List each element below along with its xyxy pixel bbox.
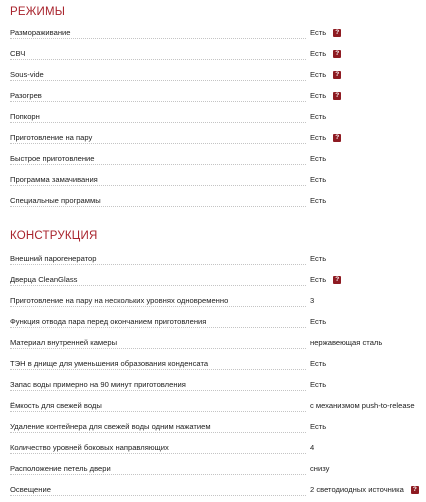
spec-value: Есть bbox=[310, 317, 327, 326]
spec-row bbox=[10, 67, 422, 87]
section-title: КОНСТРУКЦИЯ bbox=[10, 230, 98, 242]
dotted-leader bbox=[10, 474, 306, 475]
spec-label: Приготовление на пару bbox=[10, 133, 95, 142]
spec-value: 4 bbox=[310, 443, 315, 452]
spec-row bbox=[10, 251, 422, 271]
dotted-leader bbox=[10, 164, 306, 165]
spec-value: Есть bbox=[310, 359, 327, 368]
spec-label: Освещение bbox=[10, 485, 54, 494]
spec-row bbox=[10, 109, 422, 129]
spec-label: Приготовление на пару на нескольких уровнях одновременно bbox=[10, 296, 231, 305]
spec-value: Есть bbox=[310, 422, 327, 431]
spec-label: Быстрое приготовление bbox=[10, 154, 98, 163]
dotted-leader bbox=[10, 327, 306, 328]
dotted-leader bbox=[10, 495, 306, 496]
dotted-leader bbox=[10, 432, 306, 433]
dotted-leader bbox=[10, 390, 306, 391]
question-mark-icon[interactable]: ? bbox=[333, 276, 341, 284]
question-mark-icon[interactable]: ? bbox=[333, 134, 341, 142]
spec-row bbox=[10, 314, 422, 334]
spec-label: Расположение петель двери bbox=[10, 464, 114, 473]
spec-value: снизу bbox=[310, 464, 330, 473]
spec-label: Специальные программы bbox=[10, 196, 104, 205]
dotted-leader bbox=[10, 306, 306, 307]
dotted-leader bbox=[10, 369, 306, 370]
dotted-leader bbox=[10, 264, 306, 265]
spec-value: Есть ? bbox=[310, 28, 341, 37]
spec-label: Запас воды примерно на 90 минут приготовления bbox=[10, 380, 189, 389]
dotted-leader bbox=[10, 59, 306, 60]
question-mark-icon[interactable]: ? bbox=[333, 29, 341, 37]
spec-row bbox=[10, 419, 422, 439]
dotted-leader bbox=[10, 285, 306, 286]
spec-label: Попкорн bbox=[10, 112, 43, 121]
question-mark-icon[interactable]: ? bbox=[333, 50, 341, 58]
spec-row bbox=[10, 377, 422, 397]
spec-value: Есть bbox=[310, 380, 327, 389]
spec-value: Есть bbox=[310, 254, 327, 263]
spec-label: Материал внутренней камеры bbox=[10, 338, 120, 347]
dotted-leader bbox=[10, 122, 306, 123]
spec-label: Функция отвода пара перед окончанием приготовления bbox=[10, 317, 209, 326]
spec-value: Есть ? bbox=[310, 70, 341, 79]
spec-row bbox=[10, 398, 422, 418]
spec-row bbox=[10, 88, 422, 108]
dotted-leader bbox=[10, 411, 306, 412]
spec-value: Есть ? bbox=[310, 275, 341, 284]
dotted-leader bbox=[10, 80, 306, 81]
dotted-leader bbox=[10, 143, 306, 144]
spec-row bbox=[10, 440, 422, 460]
spec-value: 3 bbox=[310, 296, 315, 305]
spec-value: Есть bbox=[310, 112, 327, 121]
dotted-leader bbox=[10, 206, 306, 207]
dotted-leader bbox=[10, 38, 306, 39]
spec-row bbox=[10, 356, 422, 376]
spec-row bbox=[10, 193, 422, 213]
dotted-leader bbox=[10, 453, 306, 454]
spec-label: Sous-vide bbox=[10, 70, 47, 79]
spec-value: Есть ? bbox=[310, 91, 341, 100]
spec-value: нержавеющая сталь bbox=[310, 338, 383, 347]
spec-label: ТЭН в днище для уменьшения образования конденсата bbox=[10, 359, 211, 368]
spec-label: Внешний парогенератор bbox=[10, 254, 100, 263]
question-mark-icon[interactable]: ? bbox=[333, 92, 341, 100]
spec-value: Есть bbox=[310, 154, 327, 163]
spec-label: Ёмкость для свежей воды bbox=[10, 401, 105, 410]
spec-label: Удаление контейнера для свежей воды одним нажатием bbox=[10, 422, 214, 431]
spec-row bbox=[10, 335, 422, 355]
dotted-leader bbox=[10, 101, 306, 102]
spec-label: СВЧ bbox=[10, 49, 28, 58]
spec-row bbox=[10, 130, 422, 150]
spec-label: Количество уровней боковых направляющих bbox=[10, 443, 172, 452]
spec-value: Есть ? bbox=[310, 133, 341, 142]
spec-label: Дверца CleanGlass bbox=[10, 275, 80, 284]
spec-row bbox=[10, 151, 422, 171]
question-mark-icon[interactable]: ? bbox=[333, 71, 341, 79]
section-title: РЕЖИМЫ bbox=[10, 6, 66, 18]
spec-row bbox=[10, 272, 422, 292]
spec-row bbox=[10, 293, 422, 313]
spec-value: с механизмом push-to-release bbox=[310, 401, 415, 410]
spec-value: Есть bbox=[310, 196, 327, 205]
spec-label: Программа замачивания bbox=[10, 175, 101, 184]
spec-row bbox=[10, 25, 422, 45]
spec-row bbox=[10, 46, 422, 66]
question-mark-icon[interactable]: ? bbox=[411, 486, 419, 494]
spec-label: Размораживание bbox=[10, 28, 73, 37]
dotted-leader bbox=[10, 185, 306, 186]
spec-row bbox=[10, 172, 422, 192]
spec-value: Есть ? bbox=[310, 49, 341, 58]
spec-value: 2 светодиодных источника ? bbox=[310, 485, 419, 494]
dotted-leader bbox=[10, 348, 306, 349]
spec-value: Есть bbox=[310, 175, 327, 184]
spec-label: Разогрев bbox=[10, 91, 45, 100]
spec-row bbox=[10, 461, 422, 481]
spec-row bbox=[10, 482, 422, 502]
